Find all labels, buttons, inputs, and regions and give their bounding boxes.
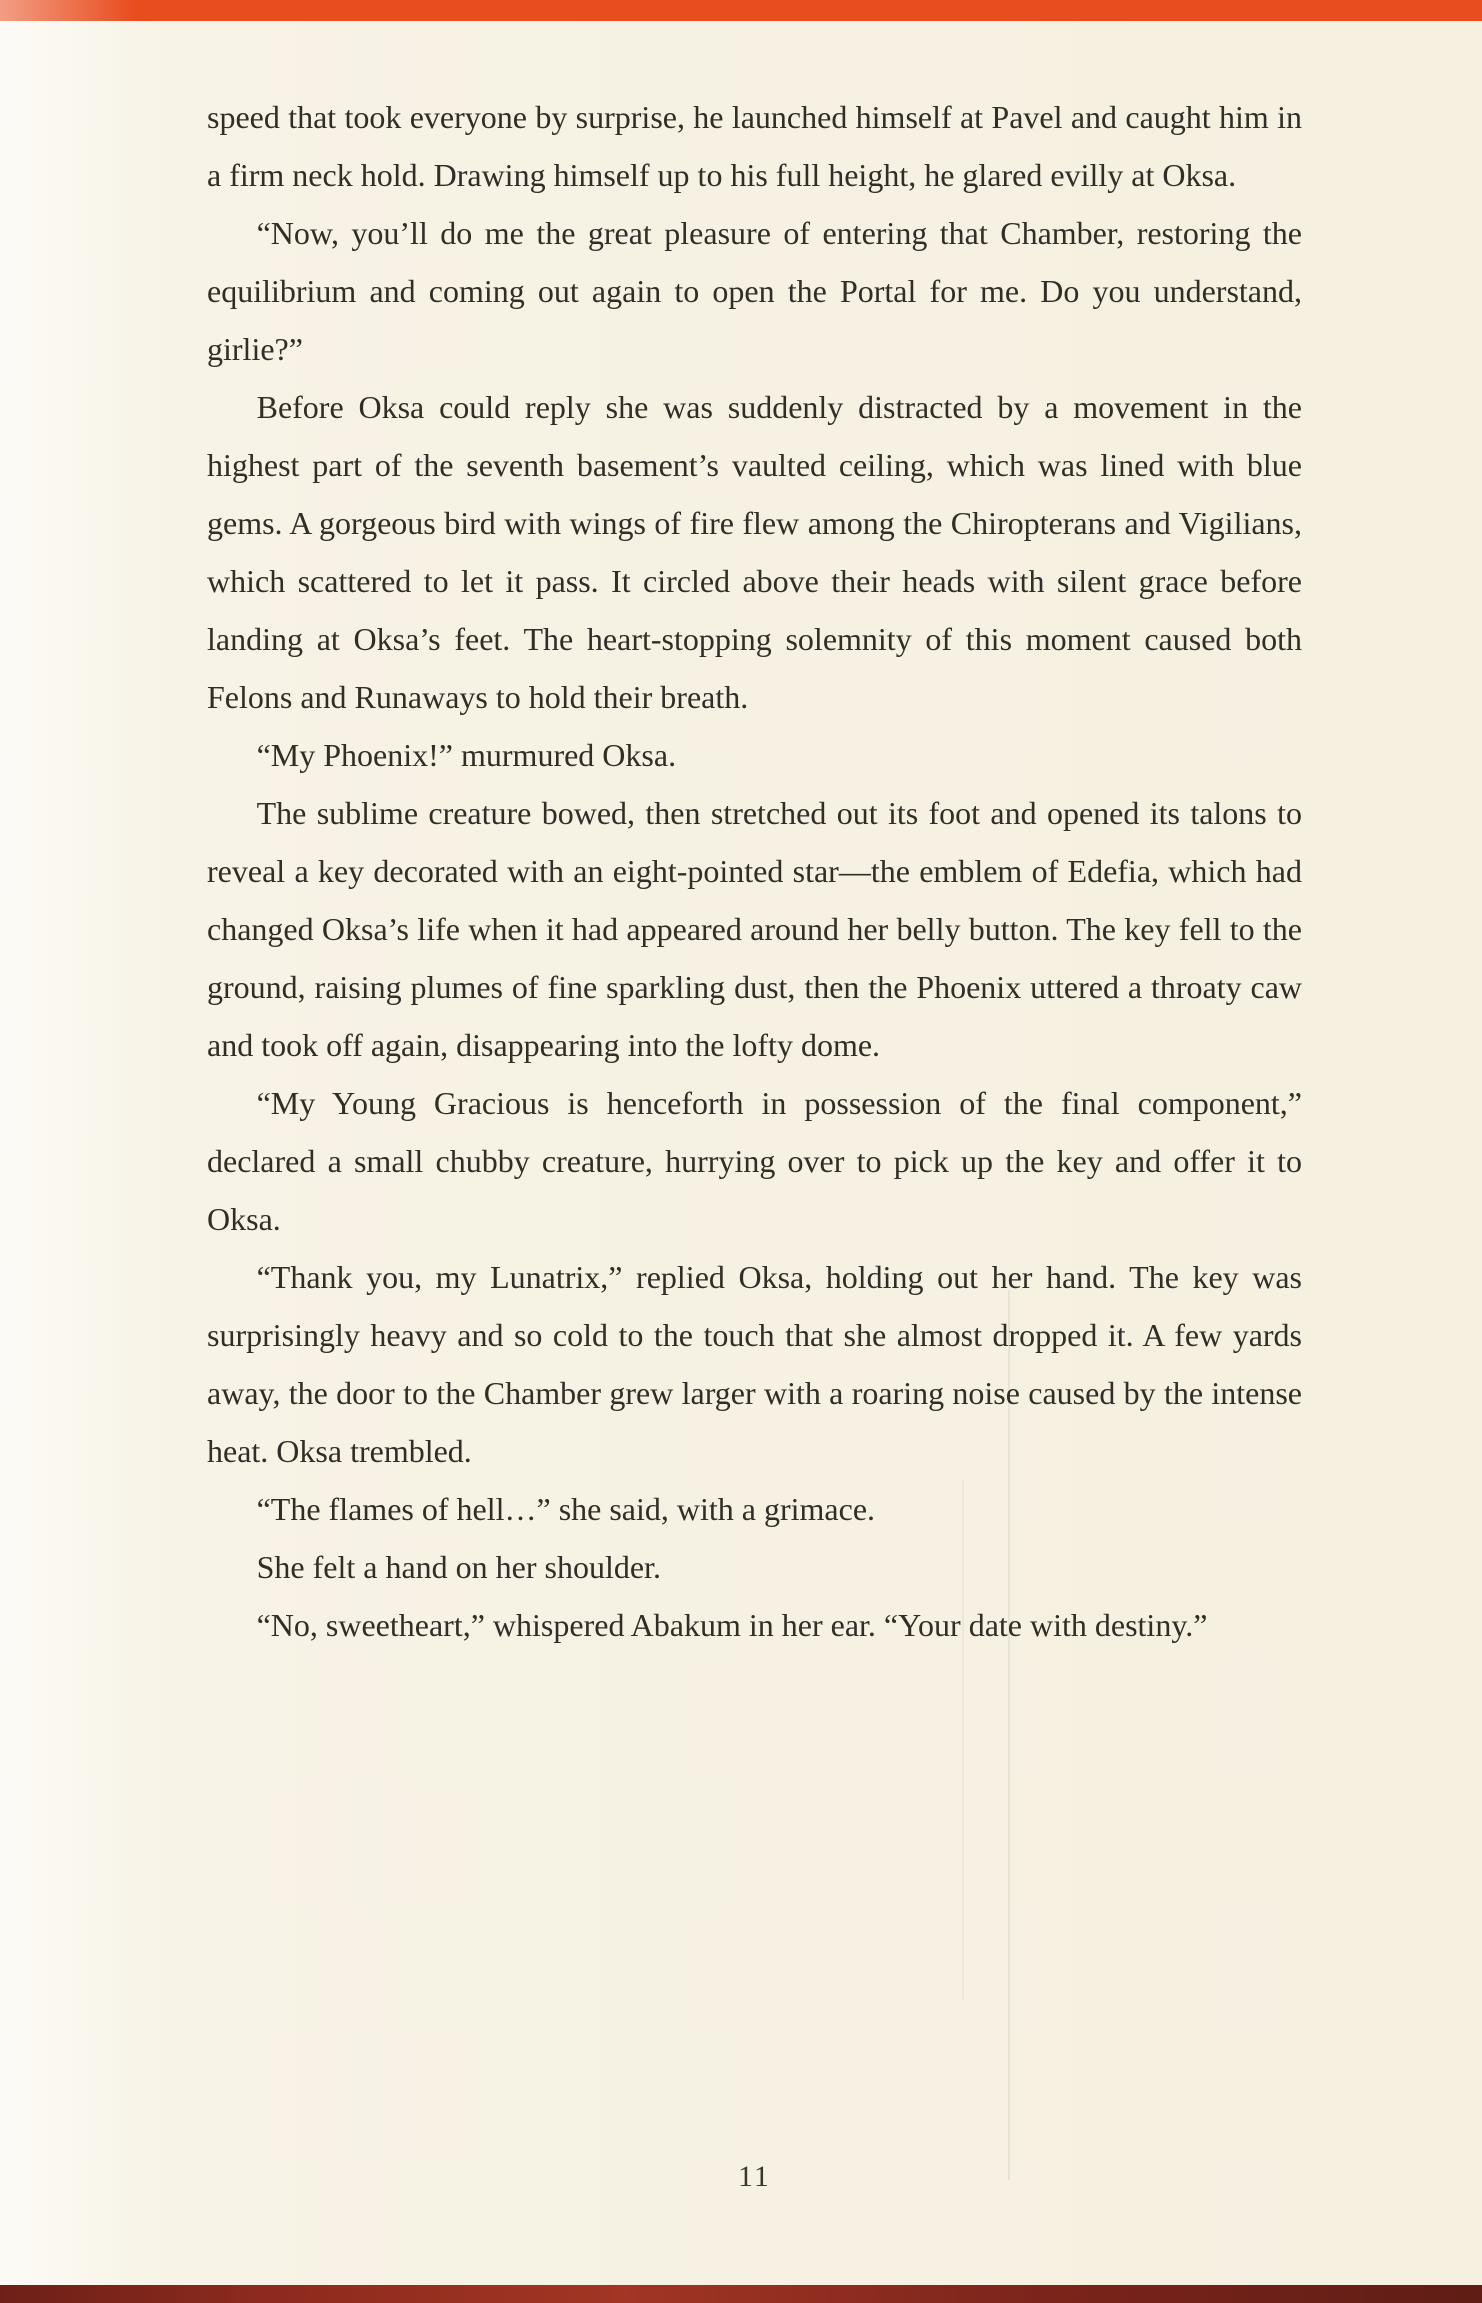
scan-edge-highlight [0,0,135,2303]
bottom-edge-stripe [0,2285,1482,2303]
paragraph: Before Oksa could reply she was suddenly distracted by a movement in the highest part of the seventh basement’s vaulted ceiling, which was lined with blue gems. A gorgeous bird with wings of fire flew among the Chiropterans and Vigilians, which scattered to let it pass. It circled above their heads with silent grace before landing at Oksa’s feet. The heart-stopping solemnity of this moment caused both Felons and Runaways to hold their breath. [207,389,1302,715]
scan-artifact-line [1008,1290,1010,2180]
page-number: 11 [738,2160,771,2193]
paragraph: “The flames of hell…” she said, with a grimace. [256,1491,876,1527]
page-text-block [207,88,1302,1654]
paragraph: The sublime creature bowed, then stretched out its foot and opened its talons to reveal a key decorated with an eight-pointed star—the emblem of Edefia, which had changed Oksa’s life when it had appeared around her belly button. The key fell to the ground, raising plumes of fine sparkling dust, then the Phoenix uttered a throaty caw and took off again, disappearing into the lofty dome. [207,795,1302,1063]
paragraph: speed that took everyone by surprise, he launched himself at Pavel and caught him in a firm neck hold. Drawing himself up to his full height, he glared evilly at Oksa. [207,99,1302,193]
paragraph: She felt a hand on her shoulder. [256,1549,661,1585]
paragraph: “My Phoenix!” murmured Oksa. [256,737,677,773]
paragraph: “Now, you’ll do me the great pleasure of entering that Chamber, restoring the equilibrium and coming out again to open the Portal for me. Do you understand, girlie?” [207,215,1302,367]
top-edge-stripe [0,0,1482,21]
paragraph: “Thank you, my Lunatrix,” replied Oksa, holding out her hand. The key was surprisingly heavy and so cold to the touch that she almost dropped it. A few yards away, the door to the Chamber grew larger with a roaring noise caused by the intense heat. Oksa trembled. [207,1259,1302,1469]
paragraph: “No, sweetheart,” whispered Abakum in her ear. “Your date with destiny.” [256,1607,1208,1643]
paragraph: “My Young Gracious is henceforth in possession of the final component,” declared a small chubby creature, hurrying over to pick up the key and offer it to Oksa. [207,1085,1302,1237]
scan-artifact-line [962,1480,964,2000]
